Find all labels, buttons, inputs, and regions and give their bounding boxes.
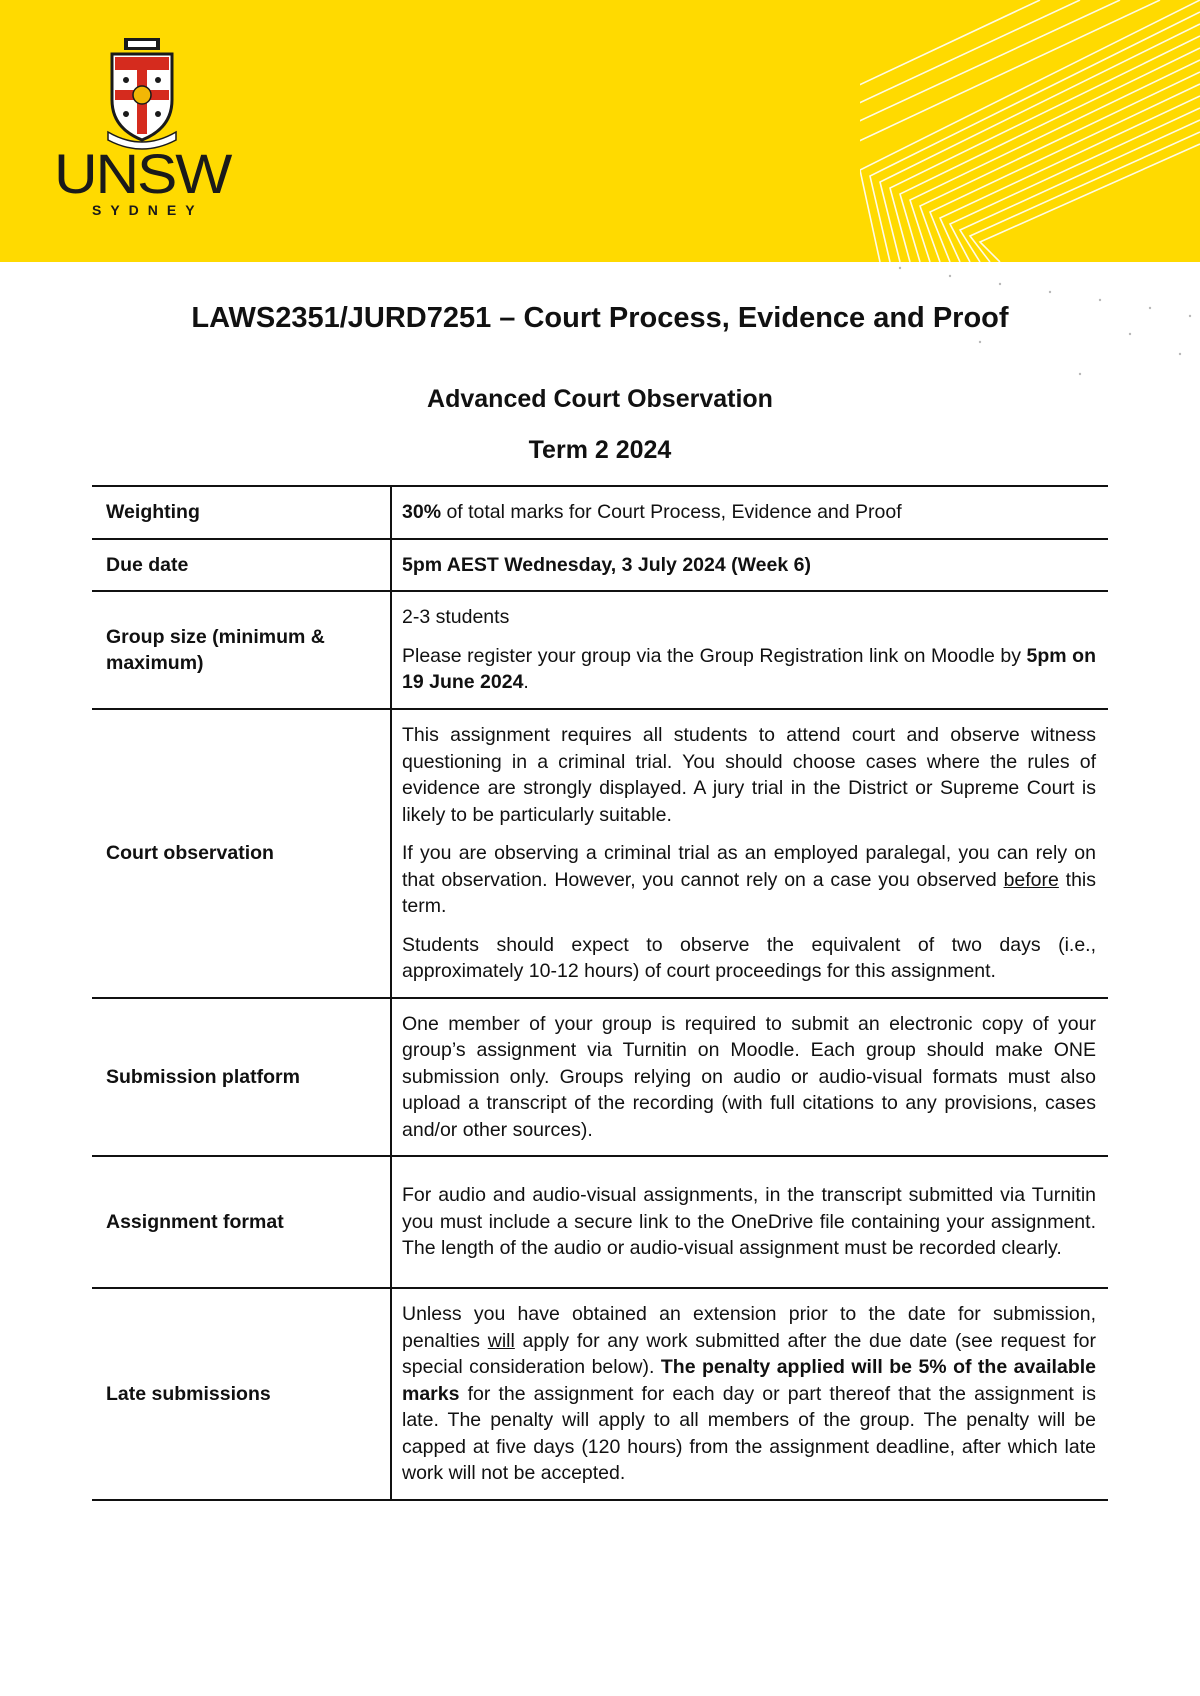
court-observation-paragraph: Students should expect to observe the equivalent of two days (i.e., approximately 10-12 hours) of court proceedings for this assignment. xyxy=(402,933,1096,982)
weighting-text: of total marks for Court Process, Evidence and Proof xyxy=(441,501,902,523)
assessment-title: Advanced Court Observation xyxy=(427,385,773,413)
unsw-crest-logo xyxy=(106,36,178,150)
table-row-weighting xyxy=(92,486,1108,539)
sydney-wordmark: SYDNEY xyxy=(92,202,204,218)
underlined-word: will xyxy=(487,1329,515,1352)
assessment-details-table xyxy=(92,485,1108,1501)
row-label: Assignment format xyxy=(92,1156,391,1288)
late-submissions-value: Unless you have obtained an extension prior to the date for submission, penalties will apply for any work submitted after the due date (see request for special consideration below). The penalty applied will be 5% of the available marks for the assignment for each day or part thereof that the assignment is late. The penalty will apply to all members of the group. The penalty will be capped at five days (120 hours) from the assignment deadline, after which late work will not be accepted. xyxy=(391,1288,1108,1500)
term-label: Term 2 2024 xyxy=(528,436,672,464)
row-label: Due date xyxy=(92,539,391,592)
table-row-court-observation xyxy=(92,709,1108,998)
court-observation-paragraph: If you are observing a criminal trial as an employed paralegal, you can rely on that observation. However, you cannot rely on a case you observed before this term. xyxy=(402,842,1096,917)
row-label: Group size (minimum & maximum) xyxy=(92,591,391,709)
header-banner xyxy=(0,0,1200,262)
course-title: LAWS2351/JURD7251 – Court Process, Evidence and Proof xyxy=(191,302,1009,334)
unsw-wordmark: UNSW xyxy=(54,142,231,205)
court-observation-paragraph: This assignment requires all students to attend court and observe witness questioning in a criminal trial. You should choose cases where the rules of evidence are strongly displayed. A jury trial in the District or Supreme Court is likely to be particularly suitable. xyxy=(402,724,1096,826)
group-size-value xyxy=(391,591,1108,709)
line-pattern-decoration xyxy=(860,0,1200,262)
row-label: Late submissions xyxy=(92,1288,391,1500)
penalty-statement: The penalty applied will be 5% of the available marks xyxy=(402,1356,1096,1405)
row-label: Court observation xyxy=(92,709,391,998)
table-row-assignment-format xyxy=(92,1156,1108,1288)
weighting-value xyxy=(391,486,1108,539)
group-size-text: 2-3 students xyxy=(402,606,510,629)
table-row-due-date xyxy=(92,539,1108,592)
assignment-format-value: For audio and audio-visual assignments, in the transcript submitted via Turnitin you must include a secure link to the OneDrive file containing your assignment. The length of the audio or audio-visual assignment must be recorded clearly. xyxy=(391,1156,1108,1288)
row-label: Weighting xyxy=(92,486,391,539)
table-row-submission-platform xyxy=(92,998,1108,1157)
row-label: Submission platform xyxy=(92,998,391,1157)
table-row-group-size xyxy=(92,591,1108,709)
table-row-late-submissions xyxy=(92,1288,1108,1500)
group-registration-text: Please register your group via the Group Registration link on Moodle by 5pm on 19 June 2024. xyxy=(402,644,1096,694)
court-observation-value xyxy=(391,709,1108,998)
submission-platform-value: One member of your group is required to submit an electronic copy of your group’s assignment via Turnitin on Moodle. Each group should make ONE submission only. Groups relying on audio or audio-visual formats must also upload a transcript of the recording (with full citations to any provisions, cases and/or other sources). xyxy=(391,998,1108,1157)
weighting-percent: 30% xyxy=(402,501,442,523)
due-date-value: 5pm AEST Wednesday, 3 July 2024 (Week 6) xyxy=(391,539,1108,592)
registration-deadline: 5pm on 19 June 2024 xyxy=(402,644,1096,694)
underlined-word: before xyxy=(1003,868,1059,891)
